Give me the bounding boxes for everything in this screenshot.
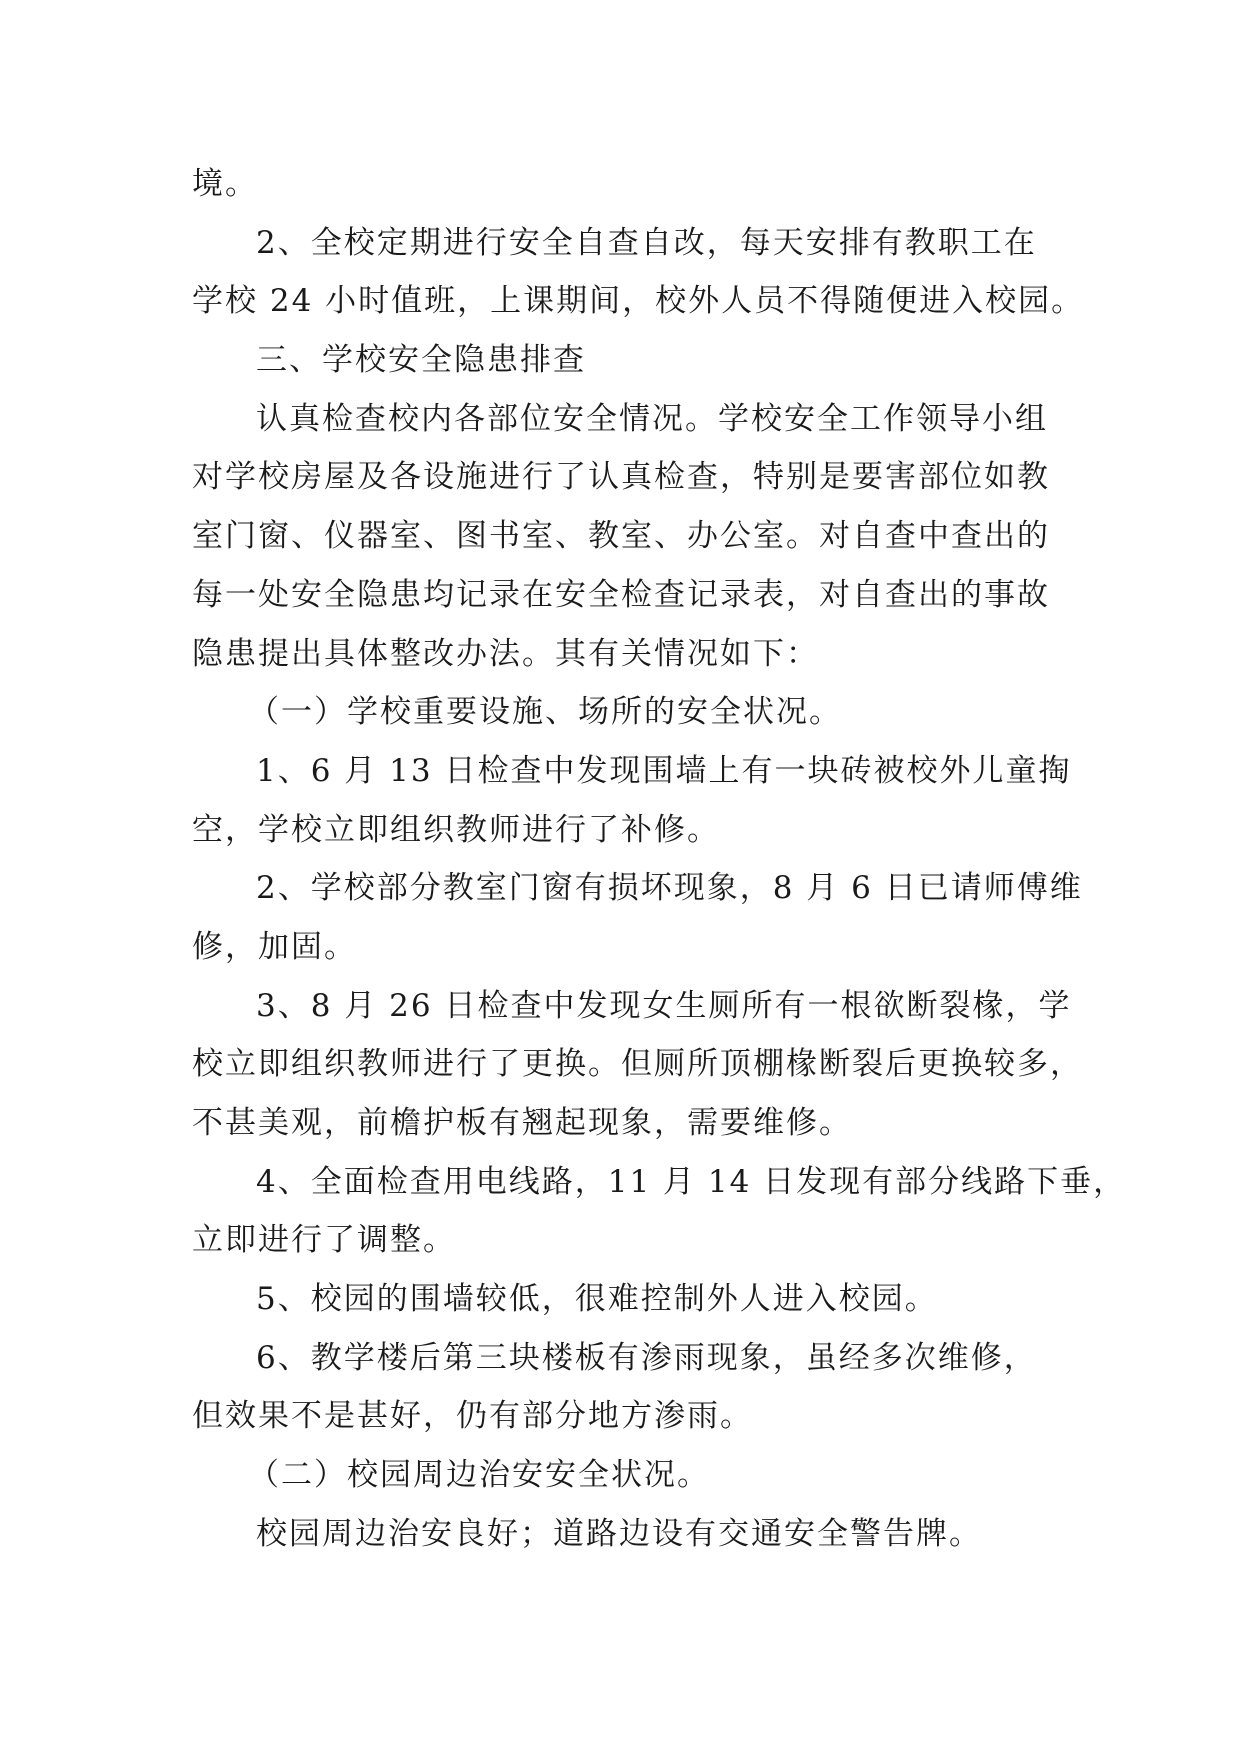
text-line: 2、学校部分教室门窗有损坏现象，8 月 6 日已请师傅维: [256, 870, 1083, 907]
text-line: 2、全校定期进行安全自查自改，每天安排有教职工在: [256, 224, 1037, 261]
subsection-heading: （二）校园周边治安安全状况。: [248, 1457, 710, 1494]
document-body: [192, 155, 1127, 1564]
section-heading: 三、学校安全隐患排查: [256, 342, 586, 379]
text-line: 隐患提出具体整改办法。其有关情况如下：: [192, 635, 819, 672]
text-line: 空，学校立即组织教师进行了补修。: [192, 811, 720, 848]
text-line: 立即进行了调整。: [192, 1222, 456, 1259]
text-line: 校园周边治安良好；道路边设有交通安全警告牌。: [256, 1515, 982, 1552]
text-line: 对学校房屋及各设施进行了认真检查，特别是要害部位如教: [192, 459, 1050, 496]
text-line: 3、8 月 26 日检查中发现女生厕所有一根欲断裂椽，学: [256, 987, 1072, 1024]
text-line: 学校 24 小时值班，上课期间，校外人员不得随便进入校园。: [192, 283, 1085, 320]
text-line: 修，加固。: [192, 928, 357, 965]
text-line: 认真检查校内各部位安全情况。学校安全工作领导小组: [256, 400, 1048, 437]
text-line: 但效果不是甚好，仍有部分地方渗雨。: [192, 1398, 753, 1435]
text-line: 室门窗、仪器室、图书室、教室、办公室。对自查中查出的: [192, 518, 1050, 555]
text-line: 4、全面检查用电线路，11 月 14 日发现有部分线路下垂，: [256, 1163, 1127, 1200]
text-line: 6、教学楼后第三块楼板有渗雨现象，虽经多次维修，: [256, 1339, 1037, 1376]
text-line: 不甚美观，前檐护板有翘起现象，需要维修。: [192, 1105, 852, 1141]
text-line: 1、6 月 13 日检查中发现围墙上有一块砖被校外儿童掏: [256, 752, 1072, 789]
text-line: 每一处安全隐患均记录在安全检查记录表，对自查出的事故: [192, 576, 1050, 613]
text-line: 5、校园的围墙较低，很难控制外人进入校园。: [256, 1281, 938, 1318]
text-line: 境。: [192, 166, 258, 202]
text-line: 校立即组织教师进行了更换。但厕所顶棚椽断裂后更换较多，: [192, 1046, 1083, 1083]
subsection-heading: （一）学校重要设施、场所的安全状况。: [248, 694, 842, 731]
